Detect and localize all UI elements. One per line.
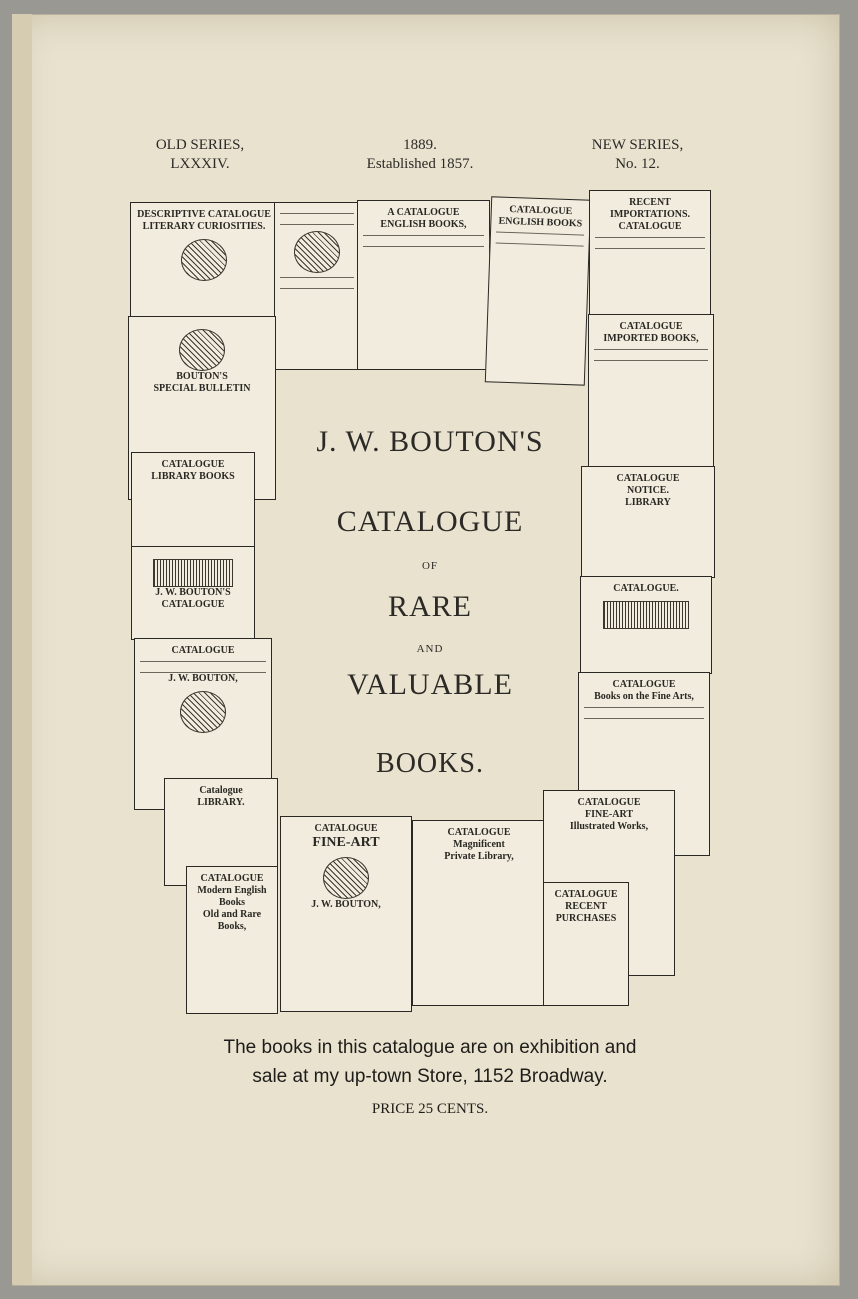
card-subtitle: LITERARY CURIOSITIES. (142, 221, 266, 232)
catalogue-card-recent-purchases (543, 882, 629, 1006)
card-detail: Private Library, (444, 851, 514, 862)
card-subtitle: J. W. BOUTON, (168, 673, 238, 684)
card-title: CATALOGUE (314, 823, 378, 834)
card-title: DESCRIPTIVE CATALOGUE (137, 209, 271, 220)
card-title: RECENT IMPORTATIONS. (609, 197, 691, 220)
card-title: CATALOGUE (161, 459, 225, 470)
new-series-line1: NEW SERIES, (591, 137, 684, 153)
of-connector: OF (421, 560, 439, 572)
year-line: 1889. (403, 137, 437, 153)
card-title: J. W. BOUTON'S (155, 587, 231, 598)
catalogue-heading: CATALOGUE (336, 505, 524, 538)
catalogue-card-modern-english (186, 866, 278, 1014)
text-lines (584, 707, 704, 719)
books-heading: BOOKS. (376, 748, 484, 779)
card-title: BOUTON'S (176, 371, 228, 382)
engraved-banner (603, 601, 689, 629)
established-line: Established 1857. (366, 156, 474, 172)
card-title: CATALOGUE (509, 203, 573, 218)
card-title: Catalogue (199, 785, 243, 796)
card-subtitle: CATALOGUE (161, 599, 225, 610)
engraving-illustration (180, 691, 226, 733)
engraved-banner (153, 559, 233, 587)
card-subtitle: IMPORTED BOOKS, (603, 333, 699, 344)
catalogue-card-notice (581, 466, 715, 578)
card-subtitle: SPECIAL BULLETIN (153, 383, 251, 394)
catalogue-card-imported-books (588, 314, 714, 468)
card-title: CATALOGUE. (613, 583, 679, 594)
card-subtitle: ENGLISH BOOKS, (380, 219, 467, 230)
text-lines (363, 235, 484, 247)
new-series-line2: No. 12. (615, 156, 660, 172)
card-detail: Illustrated Works, (569, 821, 649, 832)
card-title: CATALOGUE (554, 889, 618, 900)
old-series-line2: LXXXIV. (170, 156, 230, 172)
card-subtitle: ENGLISH BOOKS (498, 215, 583, 230)
text-lines (496, 231, 584, 246)
catalogue-card-standard-books (485, 196, 591, 385)
card-title: CATALOGUE (616, 473, 680, 484)
and-connector: AND (416, 643, 444, 655)
card-subtitle: FINE-ART (585, 809, 633, 820)
card-detail: Old and Rare Books, (202, 909, 262, 932)
card-title: CATALOGUE (171, 645, 235, 656)
card-subtitle: FINE-ART (312, 835, 380, 850)
text-lines (595, 237, 705, 249)
cover-spine-edge (12, 14, 32, 1284)
year-established-label (360, 136, 480, 174)
card-title: CATALOGUE (612, 679, 676, 690)
card-subtitle: Modern English Books (197, 885, 267, 908)
valuable-heading: VALUABLE (347, 668, 513, 701)
text-lines (140, 661, 266, 673)
exhibition-notice-line2: sale at my up-town Store, 1152 Broadway. (252, 1066, 608, 1087)
catalogue-card-bouton (131, 546, 255, 640)
catalogue-card-recent-importations (589, 190, 711, 316)
catalogue-card-fine-art-publications (280, 816, 412, 1012)
catalogue-card-private-library (412, 820, 546, 1006)
engraving-illustration (179, 329, 225, 371)
card-title: A CATALOGUE (387, 207, 460, 218)
card-subtitle: Books on the Fine Arts, (594, 691, 694, 702)
price-label: PRICE 25 CENTS. (371, 1101, 489, 1117)
old-series-label (145, 136, 255, 174)
rare-heading: RARE (387, 590, 472, 623)
card-title: CATALOGUE (577, 797, 641, 808)
card-subtitle: CATALOGUE (618, 221, 682, 232)
engraving-illustration (294, 231, 340, 273)
catalogue-card-english-books (357, 200, 490, 370)
engraving-illustration (323, 857, 369, 899)
new-series-label (580, 136, 695, 174)
text-lines (594, 349, 708, 361)
card-footer-label: LIBRARY (625, 497, 671, 508)
card-title: CATALOGUE (619, 321, 683, 332)
text-lines (280, 277, 354, 289)
publisher-title: J. W. BOUTON'S (316, 425, 544, 458)
card-title: CATALOGUE (200, 873, 264, 884)
card-title: CATALOGUE (447, 827, 511, 838)
engraving-illustration (181, 239, 227, 281)
card-subtitle: LIBRARY. (197, 797, 245, 808)
old-series-line1: OLD SERIES, (155, 137, 245, 153)
catalogue-card-literary-curiosities (130, 202, 278, 318)
card-subtitle: Magnificent (453, 839, 505, 850)
catalogue-card-library-books (131, 452, 255, 550)
card-subtitle: RECENT PURCHASES (555, 901, 617, 924)
text-lines (280, 213, 354, 225)
exhibition-notice-line1: The books in this catalogue are on exhibition and (223, 1037, 637, 1058)
catalogue-card-rare-books (274, 202, 360, 370)
card-subtitle: LIBRARY BOOKS (151, 471, 235, 482)
card-detail: J. W. BOUTON, (311, 899, 381, 910)
card-subtitle: NOTICE. (627, 485, 669, 496)
